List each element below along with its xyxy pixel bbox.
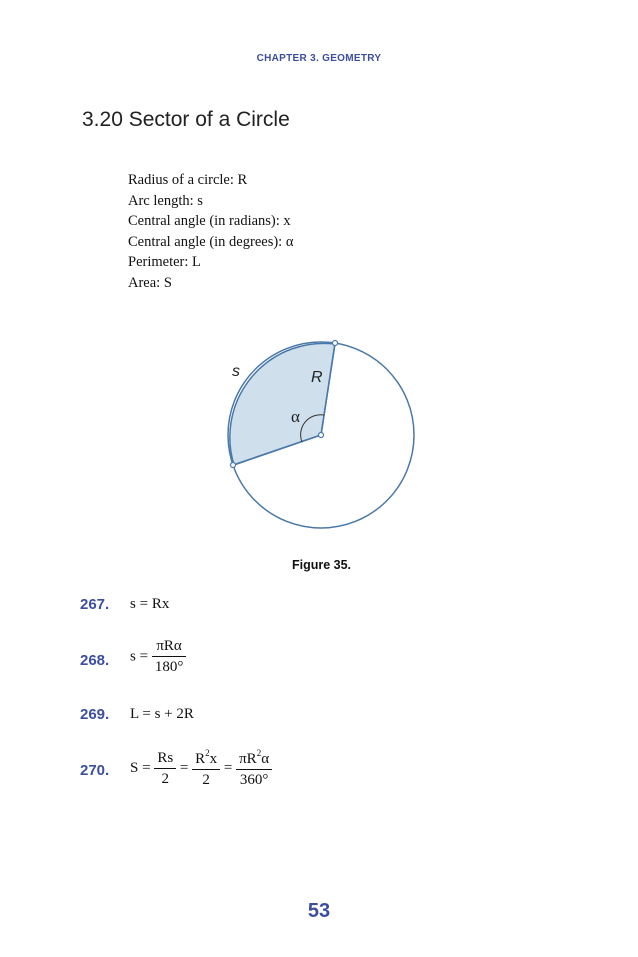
formula-270-lhs: S (130, 759, 139, 776)
formula-270-f1-numerator: Rs (154, 750, 176, 769)
definition-angle-radians: Central angle (in radians): x (128, 213, 291, 229)
sector-figure (220, 335, 420, 555)
formula-267: s = Rx (130, 596, 170, 612)
angle-label: α (291, 407, 300, 426)
figure-caption: Figure 35. (291, 558, 352, 572)
definitions-list (128, 170, 293, 293)
arc-endpoint-top (333, 341, 338, 346)
center-point (319, 433, 324, 438)
formula-270-fraction-2 (192, 748, 220, 789)
formula-number-267: 267. (80, 596, 110, 613)
formula-number-270: 270. (80, 762, 110, 779)
formula-267-rhs: Rx (151, 596, 170, 612)
definition-angle-degrees: Central angle (in degrees): α (128, 233, 294, 250)
formula-270-f3-exponent: 2 (256, 748, 262, 758)
formula-268-fraction (152, 638, 187, 676)
formula-267-lhs: s (130, 596, 136, 612)
formula-270-f2-denominator: 2 (202, 772, 210, 788)
formula-268-numerator: πRα (152, 638, 187, 657)
formula-270-f3-base: πR (239, 751, 257, 767)
sector-shaded (230, 343, 335, 465)
formula-269: L = s + 2R (130, 706, 194, 722)
formula-number-269: 269. (80, 706, 110, 723)
definition-perimeter: Perimeter: L (128, 254, 201, 270)
formula-number-268: 268. (80, 652, 110, 669)
formula-269-lhs: L (130, 706, 139, 722)
definition-arc-length: Arc length: s (128, 192, 203, 209)
formula-268-denominator: 180° (154, 659, 184, 675)
formula-270-fraction-1 (154, 750, 176, 788)
formula-270-f3-factor: α (261, 751, 270, 767)
arc-endpoint-left (231, 463, 236, 468)
formula-268: s = $\frac{\text{πRα}}{180^\circ}$ (130, 638, 186, 676)
formula-270-f1-denominator: 2 (161, 770, 169, 787)
formula-270: S = $\frac{Rs}{2}$ = $\frac{R^2x}{2}$ = $\frac{\pi R^2\alpha}{360^\circ}$ (130, 748, 272, 789)
chapter-header: CHAPTER 3. GEOMETRY (256, 53, 382, 64)
section-title: 3.20 Sector of a Circle (82, 108, 290, 131)
radius-label: R (311, 369, 323, 386)
formula-270-f2-base: R (195, 751, 206, 767)
page-number: 53 (307, 900, 331, 922)
definition-radius: Radius of a circle: R (128, 172, 248, 188)
formula-270-f3-numerator (236, 748, 272, 770)
formula-268-lhs: s (130, 648, 136, 665)
formula-270-f2-exponent: 2 (205, 748, 210, 758)
formula-270-fraction-3 (236, 748, 272, 789)
formula-269-rhs: s + 2R (154, 706, 194, 722)
formula-270-f3-denominator: 360° (239, 772, 269, 788)
definition-area: Area: S (128, 274, 172, 291)
arc-label: s (232, 363, 240, 380)
formula-270-f2-numerator (192, 748, 220, 770)
figure-caption-wrap (0, 558, 638, 572)
formula-270-f2-factor: x (209, 751, 218, 767)
